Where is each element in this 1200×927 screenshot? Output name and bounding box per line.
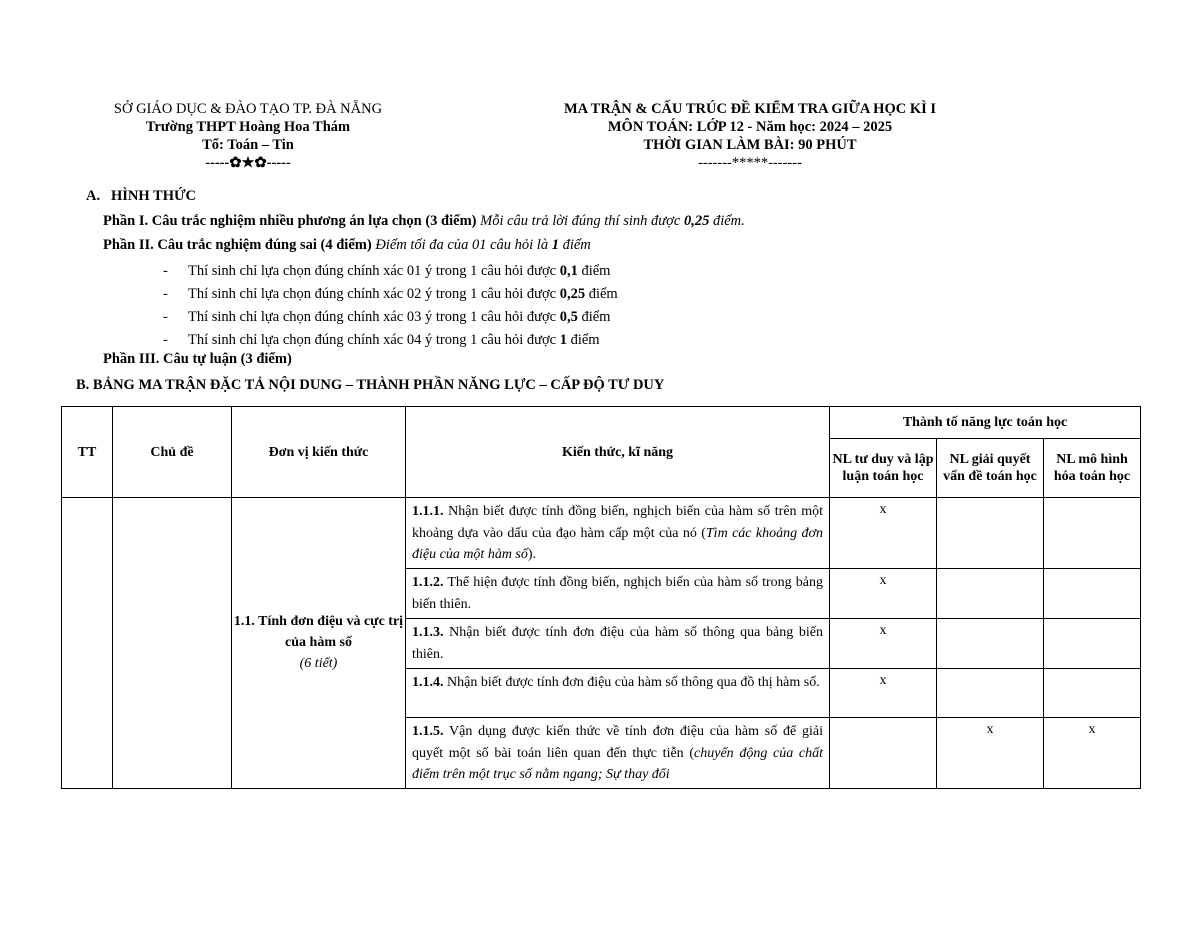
list-item [163, 260, 618, 283]
cell-mark-modelling: x [1044, 718, 1141, 789]
skill-text: Nhận biết được tính đơn điệu của hàm số thông qua bảng biến thiên. [412, 625, 823, 662]
section-a-number: A. [86, 188, 101, 204]
cell-mark-problem-solving [937, 498, 1044, 569]
section-b-heading: B. BẢNG MA TRẬN ĐẶC TẢ NỘI DUNG – THÀNH PHẦN NĂNG LỰC – CẤP ĐỘ TƯ DUY [76, 377, 665, 393]
group-name: Tổ: Toán – Tin [202, 137, 294, 153]
bullet-unit: điểm [566, 332, 600, 348]
ornament-dashes-left: ----- [205, 155, 230, 171]
header-competency-problem-solving: NL giải quyết vấn đề toán học [937, 439, 1044, 498]
cell-skill [406, 498, 830, 569]
skill-example: Tìm các khoảng đơn điệu của một hàm số [412, 525, 823, 562]
header-tt: TT [62, 407, 113, 498]
bullet-points: 0,25 [559, 286, 586, 302]
header-competency-group: Thành tố năng lực toán học [830, 407, 1141, 439]
section-a-title: HÌNH THỨC [111, 188, 196, 204]
bullet-dash: - [163, 286, 168, 302]
skill-text: Nhận biết được tính đơn điệu của hàm số thông qua đồ thị hàm số. [443, 675, 820, 690]
header-right [530, 100, 970, 172]
header-topic: Chủ đề [113, 407, 232, 498]
cell-skill [406, 669, 830, 718]
table-header-row [62, 407, 1141, 439]
cell-mark-modelling [1044, 498, 1141, 569]
ornament-flower-star-icon: ✿★✿ [229, 155, 267, 171]
header-competency-reasoning: NL tư duy và lập luận toán học [830, 439, 937, 498]
header-left [100, 100, 396, 172]
cell-tt [62, 498, 113, 789]
department-name: SỞ GIÁO DỤC & ĐÀO TẠO TP. ĐÀ NẴNG [113, 101, 383, 117]
header-right-ornament: -------*****------- [698, 155, 802, 171]
bullet-text: Thí sinh chỉ lựa chọn đúng chính xác 03 ý trong 1 câu hỏi được [188, 309, 560, 325]
bullet-dash: - [163, 332, 168, 348]
cell-mark-problem-solving [937, 569, 1044, 619]
part-3-title: Phần III. Câu tự luận (3 điểm) [103, 351, 292, 367]
skill-code: 1.1.5. [412, 724, 444, 739]
list-item [163, 283, 618, 306]
skill-code: 1.1.4. [412, 675, 444, 690]
duration-line: THỜI GIAN LÀM BÀI: 90 PHÚT [643, 137, 857, 153]
header-knowledge-skills: Kiến thức, kĩ năng [406, 407, 830, 498]
bullet-points: 0,1 [559, 263, 578, 279]
unit-title: 1.1. Tính đơn điệu và cực trị của hàm số [233, 614, 404, 651]
cell-mark-problem-solving [937, 619, 1044, 669]
cell-mark-modelling [1044, 619, 1141, 669]
cell-skill [406, 718, 830, 789]
bullet-points: 0,5 [559, 309, 578, 325]
document-title: MA TRẬN & CẤU TRÚC ĐỀ KIỂM TRA GIỮA HỌC KÌ I [563, 101, 937, 117]
cell-mark-reasoning: x [830, 569, 937, 619]
part-1-points: 0,25 [683, 213, 710, 229]
part-2-points: 1 [551, 237, 559, 253]
header-left-ornament [100, 154, 396, 172]
skill-text: Nhận biết được tính đồng biến, nghịch biến của hàm số trên một khoảng dựa vào dấu của đạo hàm cấp một của nó ( [412, 504, 823, 541]
skill-text-end: ). [527, 547, 537, 562]
skill-code: 1.1.3. [412, 625, 444, 640]
unit-periods: (6 tiết) [299, 656, 338, 672]
cell-mark-reasoning [830, 718, 937, 789]
list-item [163, 306, 618, 329]
cell-topic [113, 498, 232, 789]
header-competency-modelling: NL mô hình hóa toán học [1044, 439, 1141, 498]
bullet-text: Thí sinh chỉ lựa chọn đúng chính xác 01 ý trong 1 câu hỏi được [188, 263, 560, 279]
subject-line: MÔN TOÁN: LỚP 12 - Năm học: 2024 – 2025 [607, 119, 893, 135]
part-1-line [103, 213, 745, 230]
table-row [62, 498, 1141, 569]
part-1-note-end: điểm. [709, 213, 745, 229]
skill-text: Vận dụng được kiến thức về tính đơn điệu của hàm số để giải quyết một số bài toán liên quan đến thực tiễn ( [412, 724, 823, 761]
ornament-dashes-right: ----- [266, 155, 291, 171]
list-item [163, 329, 618, 352]
cell-mark-modelling [1044, 669, 1141, 718]
part-2-line [103, 237, 591, 254]
cell-skill [406, 619, 830, 669]
bullet-text: Thí sinh chỉ lựa chọn đúng chính xác 04 ý trong 1 câu hỏi được [188, 332, 560, 348]
cell-knowledge-unit [232, 498, 406, 789]
cell-mark-reasoning: x [830, 669, 937, 718]
specification-matrix-table [61, 406, 1141, 789]
skill-code: 1.1.2. [412, 575, 444, 590]
bullet-dash: - [163, 263, 168, 279]
skill-example: chuyển động của chất điểm trên một trục số nằm ngang; Sự thay đổi [412, 745, 823, 782]
bullet-unit: điểm [585, 286, 618, 302]
part-2-title: Phần II. Câu trắc nghiệm đúng sai (4 điểm) [103, 237, 372, 253]
part-1-title: Phần I. Câu trắc nghiệm nhiều phương án lựa chọn (3 điểm) [103, 213, 477, 229]
skill-text: Thể hiện được tính đồng biến, nghịch biến của hàm số trong bảng biến thiên. [412, 575, 823, 612]
cell-mark-modelling [1044, 569, 1141, 619]
part-2-note-end: điểm [558, 237, 591, 253]
bullet-points: 1 [559, 332, 567, 348]
section-a-heading [86, 188, 196, 205]
cell-mark-reasoning: x [830, 498, 937, 569]
header-knowledge-unit: Đơn vị kiến thức [232, 407, 406, 498]
cell-skill [406, 569, 830, 619]
bullet-unit: điểm [577, 263, 611, 279]
bullet-text: Thí sinh chỉ lựa chọn đúng chính xác 02 ý trong 1 câu hỏi được [188, 286, 560, 302]
school-name: Trường THPT Hoàng Hoa Thám [145, 119, 351, 135]
bullet-dash: - [163, 309, 168, 325]
skill-code: 1.1.1. [412, 504, 444, 519]
cell-mark-problem-solving [937, 669, 1044, 718]
cell-mark-problem-solving: x [937, 718, 1044, 789]
part-2-note: Điểm tối đa của 01 câu hỏi là [371, 237, 552, 253]
part-2-bullet-list [163, 260, 618, 352]
part-1-note: Mỗi câu trả lời đúng thí sinh được [476, 213, 684, 229]
cell-mark-reasoning: x [830, 619, 937, 669]
bullet-unit: điểm [577, 309, 611, 325]
